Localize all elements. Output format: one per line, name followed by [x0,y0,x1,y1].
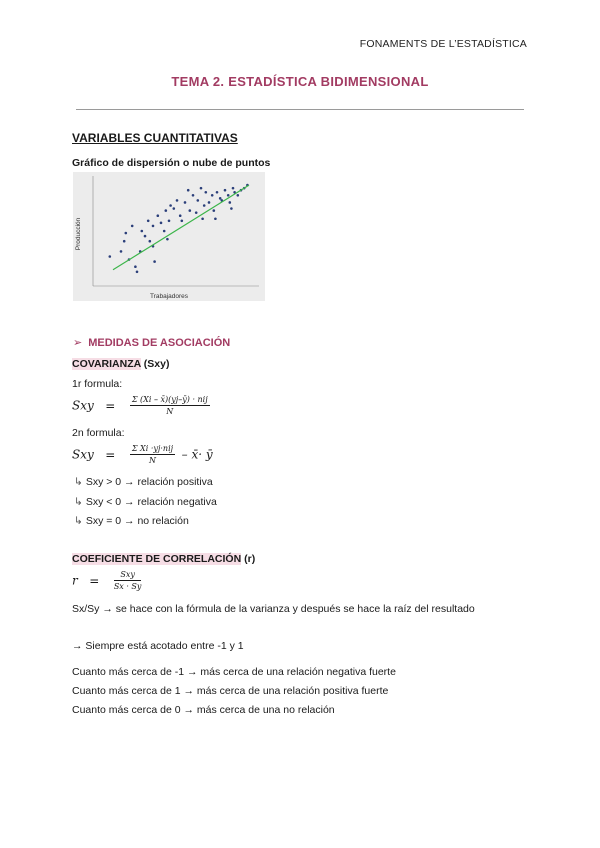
scatter-point [166,238,169,241]
scatter-point [184,201,187,204]
scatter-point [123,240,126,243]
formula1-lhs: Sxy [72,398,94,413]
scatter-point [141,230,144,233]
scatter-point [237,194,240,197]
hook-arrow-icon: ↳ [74,476,83,488]
title-divider [76,109,524,110]
arrow-bullet-icon: ➢ [73,337,83,349]
scatter-point [208,201,211,204]
scatter-point [187,189,190,192]
scatter-point [153,260,156,263]
scatter-point [169,204,172,207]
scatter-point [224,189,227,192]
scatter-point [152,225,155,228]
sx-sy-note: Sx/Sy → se hace con la fórmula de la varianza y después se hace la raíz del resultado [72,603,475,615]
interpretation-positive: Cuanto más cerca de 1 → más cerca de una relación positiva fuerte [72,685,389,697]
correlation-numerator: Sxy [114,570,142,581]
measures-heading [73,336,230,349]
scatter-point [214,217,217,220]
section-heading: VARIABLES CUANTITATIVAS [72,131,238,145]
scatter-point [109,255,112,258]
x-axis-label: Trabajadores [149,293,189,300]
correlation-lhs: r [72,573,78,588]
page-title: TEMA 2. ESTADÍSTICA BIDIMENSIONAL [171,74,429,89]
correlation-heading [72,553,255,565]
scatter-point [203,204,206,207]
formula1-denominator: N [166,407,174,416]
scatter-point [227,194,230,197]
correlation-suffix: (r) [241,553,256,565]
formula1 [72,395,213,416]
scatter-point [216,191,219,194]
interpretation-negative: Cuanto más cerca de -1 → más cerca de una relación negativa fuerte [72,666,396,678]
scatter-point [136,271,139,274]
correlation-formula [72,570,144,591]
formula2-label: 2n formula: [72,427,125,439]
formula2-equals: = [105,447,116,462]
scatter-point [181,220,184,223]
scatter-point [213,209,216,212]
course-header: FONAMENTS DE L’ESTADÍSTICA [359,38,527,50]
formula1-numerator: Σ (Xi – x̄)(yj–ȳ) · nij [131,395,208,404]
scatter-point [219,197,222,200]
relation-negative [74,496,217,508]
relation-none-text: Sxy = 0 → no relación [85,515,189,527]
scatter-point [189,209,192,212]
scatter-point [200,187,203,190]
formula2-numerator: Σ Xi ·yj·nij [131,444,174,453]
formula1-equals: = [105,398,116,413]
scatter-point [179,214,182,217]
scatter-point [192,194,195,197]
scatter-point [205,191,208,194]
relation-positive-text: Sxy > 0 → relación positiva [85,476,213,488]
trend-line [113,185,249,270]
scatter-point [195,211,198,214]
scatter-point [149,240,152,243]
scatter-point [125,232,128,235]
formula2-lhs: Sxy [72,447,94,462]
correlation-fraction [114,570,142,591]
scatter-point [201,217,204,220]
hook-arrow-icon: ↳ [74,515,83,527]
formula2 [72,444,213,465]
interpretation-none: Cuanto más cerca de 0 → más cerca de una no relación [72,704,335,716]
scatter-point [163,230,166,233]
scatter-point [120,250,123,253]
scatter-point [173,207,176,210]
scatter-point [147,220,150,223]
scatter-point [197,199,200,202]
scatter-point [232,187,235,190]
range-note: → Siempre está acotado entre -1 y 1 [72,640,244,652]
scatter-point [230,207,233,210]
covariance-suffix: (Sxy) [140,358,170,370]
scatter-point [131,225,134,228]
measures-heading-text: MEDIDAS DE ASOCIACIÓN [88,337,231,349]
scatter-point [229,201,232,204]
scatter-point [160,222,163,225]
hook-arrow-icon: ↳ [74,496,83,508]
scatter-point [157,214,160,217]
formula1-fraction [130,395,210,416]
correlation-denominator: Sx · Sy [113,582,142,591]
correlation-label: COEFICIENTE DE CORRELACIÓN [72,553,242,565]
scatter-point [144,235,147,238]
formula2-fraction [130,444,175,465]
formula2-denominator: N [148,456,156,465]
relation-positive [74,476,213,488]
scatter-plot [73,172,265,301]
formula2-tail: – x̄· ȳ [181,447,213,462]
relation-negative-text: Sxy < 0 → relación negativa [85,496,217,508]
relation-none [74,515,189,527]
scatter-point [168,220,171,223]
plot-caption: Gráfico de dispersión o nube de puntos [72,157,271,169]
covariance-heading [72,358,169,370]
formula1-label: 1r formula: [72,378,123,390]
covariance-label: COVARIANZA [72,358,141,370]
scatter-point [211,194,214,197]
scatter-point [165,209,168,212]
scatter-svg [73,172,265,301]
scatter-point [176,199,179,202]
correlation-equals: = [89,573,100,588]
y-axis-label: Producción [75,217,82,251]
scatter-point [134,265,137,268]
